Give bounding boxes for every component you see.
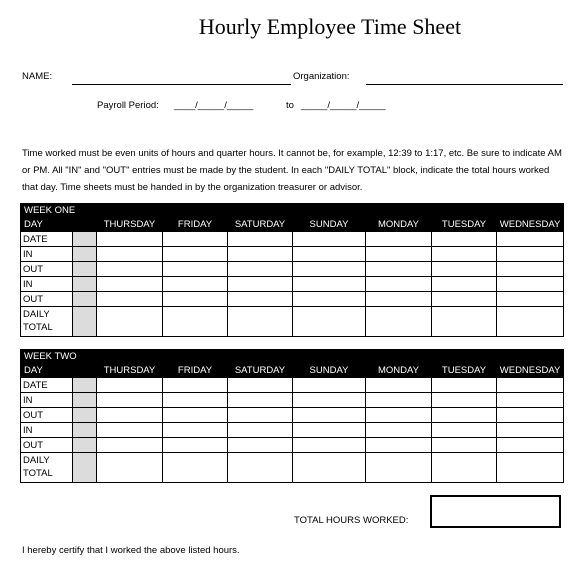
gray-cell — [73, 378, 97, 393]
total-label: TOTAL — [23, 322, 53, 333]
time-cell[interactable] — [497, 277, 564, 292]
day-header-saturday: SATURDAY — [228, 217, 293, 232]
time-cell[interactable] — [163, 408, 228, 423]
time-cell[interactable] — [228, 277, 293, 292]
gray-cell — [73, 408, 97, 423]
week-one-table — [20, 203, 564, 337]
gray-cell — [73, 292, 97, 307]
out-row-label: OUT — [21, 292, 73, 307]
daily-label: DAILY — [23, 455, 50, 466]
instructions-text: Time worked must be even units of hours and quarter hours. It cannot be, for example, 12:39 to 1:17, etc. Be sure to indicate AM or PM. All "IN" and "OUT" entries must be made by the student. In each "DAILY TOTAL" block, indicate the total hours worked that day. Time sheets must be handed in by the organization treasurer or advisor. — [22, 148, 562, 193]
time-cell[interactable] — [97, 393, 163, 408]
payroll-start-field[interactable]: ____/_____/_____ — [174, 100, 254, 111]
date-cell[interactable] — [366, 378, 432, 393]
time-cell[interactable] — [497, 423, 564, 438]
in-row-label: IN — [21, 393, 73, 408]
date-cell[interactable] — [432, 232, 497, 247]
time-cell[interactable] — [293, 277, 366, 292]
date-cell[interactable] — [228, 232, 293, 247]
daily-total-cell[interactable] — [432, 307, 497, 337]
payroll-period-label: Payroll Period: — [97, 100, 159, 111]
time-cell[interactable] — [293, 247, 366, 262]
gray-cell — [73, 307, 97, 337]
daily-total-cell[interactable] — [366, 307, 432, 337]
time-cell[interactable] — [293, 262, 366, 277]
daily-total-cell[interactable] — [97, 453, 163, 483]
date-row-label: DATE — [21, 378, 73, 393]
day-header-friday: FRIDAY — [163, 363, 228, 378]
date-cell[interactable] — [97, 232, 163, 247]
day-header-wednesday: WEDNESDAY — [497, 363, 564, 378]
day-header-saturday: SATURDAY — [228, 363, 293, 378]
out-row-label: OUT — [21, 262, 73, 277]
day-header-tuesday: TUESDAY — [432, 363, 497, 378]
date-cell[interactable] — [163, 378, 228, 393]
time-cell[interactable] — [366, 393, 432, 408]
date-cell[interactable] — [432, 378, 497, 393]
day-header-sunday: SUNDAY — [293, 217, 366, 232]
time-cell[interactable] — [97, 262, 163, 277]
time-cell[interactable] — [432, 438, 497, 453]
daily-total-cell[interactable] — [97, 307, 163, 337]
daily-total-cell[interactable] — [163, 453, 228, 483]
out-row-label: OUT — [21, 438, 73, 453]
name-field[interactable] — [72, 84, 291, 85]
time-cell[interactable] — [228, 247, 293, 262]
time-cell[interactable] — [497, 393, 564, 408]
time-cell[interactable] — [432, 277, 497, 292]
time-cell[interactable] — [497, 247, 564, 262]
time-cell[interactable] — [97, 423, 163, 438]
day-header-thursday: THURSDAY — [97, 217, 163, 232]
time-cell[interactable] — [432, 393, 497, 408]
time-cell[interactable] — [163, 438, 228, 453]
total-label: TOTAL — [23, 468, 53, 479]
time-cell[interactable] — [97, 247, 163, 262]
day-header-monday: MONDAY — [366, 363, 432, 378]
total-hours-field[interactable] — [430, 495, 561, 528]
week-one-label: WEEK ONE — [21, 204, 564, 217]
gray-cell — [73, 423, 97, 438]
time-cell[interactable] — [497, 292, 564, 307]
gray-cell — [73, 438, 97, 453]
time-cell[interactable] — [163, 423, 228, 438]
daily-label: DAILY — [23, 309, 50, 320]
gray-cell — [73, 262, 97, 277]
day-header-wednesday: WEDNESDAY — [497, 217, 564, 232]
time-cell[interactable] — [293, 393, 366, 408]
time-cell[interactable] — [228, 262, 293, 277]
day-header-tuesday: TUESDAY — [432, 217, 497, 232]
day-header-monday: MONDAY — [366, 217, 432, 232]
daily-total-cell[interactable] — [228, 307, 293, 337]
time-cell[interactable] — [228, 423, 293, 438]
time-cell[interactable] — [366, 408, 432, 423]
day-row-label: DAY — [21, 363, 97, 378]
gray-cell — [73, 247, 97, 262]
daily-total-row-label — [21, 453, 73, 483]
time-cell[interactable] — [366, 438, 432, 453]
in-row-label: IN — [21, 277, 73, 292]
time-cell[interactable] — [432, 292, 497, 307]
page-title: Hourly Employee Time Sheet — [198, 14, 462, 39]
organization-label: Organization: — [293, 71, 350, 82]
in-row-label: IN — [21, 423, 73, 438]
time-cell[interactable] — [432, 408, 497, 423]
time-cell[interactable] — [366, 423, 432, 438]
week-two-label: WEEK TWO — [21, 350, 564, 363]
day-header-friday: FRIDAY — [163, 217, 228, 232]
time-cell[interactable] — [163, 262, 228, 277]
daily-total-cell[interactable] — [366, 453, 432, 483]
date-cell[interactable] — [97, 378, 163, 393]
date-cell[interactable] — [228, 378, 293, 393]
daily-total-cell[interactable] — [293, 453, 366, 483]
organization-field[interactable] — [366, 84, 563, 85]
day-header-thursday: THURSDAY — [97, 363, 163, 378]
gray-cell — [73, 232, 97, 247]
time-cell[interactable] — [366, 277, 432, 292]
date-cell[interactable] — [163, 232, 228, 247]
time-cell[interactable] — [366, 262, 432, 277]
name-label: NAME: — [22, 71, 53, 82]
time-cell[interactable] — [293, 438, 366, 453]
time-cell[interactable] — [432, 262, 497, 277]
date-cell[interactable] — [293, 378, 366, 393]
daily-total-cell[interactable] — [228, 453, 293, 483]
time-cell[interactable] — [293, 292, 366, 307]
time-cell[interactable] — [163, 393, 228, 408]
time-cell[interactable] — [163, 277, 228, 292]
time-cell[interactable] — [228, 438, 293, 453]
time-cell[interactable] — [97, 438, 163, 453]
time-cell[interactable] — [366, 292, 432, 307]
daily-total-cell[interactable] — [163, 307, 228, 337]
date-cell[interactable] — [366, 232, 432, 247]
time-cell[interactable] — [97, 292, 163, 307]
daily-total-row-label — [21, 307, 73, 337]
time-cell[interactable] — [497, 438, 564, 453]
total-hours-label: TOTAL HOURS WORKED: — [294, 515, 409, 526]
time-cell[interactable] — [163, 247, 228, 262]
gray-cell — [73, 453, 97, 483]
time-cell[interactable] — [432, 247, 497, 262]
out-row-label: OUT — [21, 408, 73, 423]
time-cell[interactable] — [97, 408, 163, 423]
week-two-table — [20, 349, 564, 483]
date-cell[interactable] — [497, 378, 564, 393]
time-cell[interactable] — [228, 292, 293, 307]
time-cell[interactable] — [366, 247, 432, 262]
daily-total-cell[interactable] — [497, 453, 564, 483]
payroll-to-label: to — [286, 100, 294, 111]
gray-cell — [73, 277, 97, 292]
time-cell[interactable] — [228, 408, 293, 423]
time-cell[interactable] — [97, 277, 163, 292]
daily-total-cell[interactable] — [293, 307, 366, 337]
gray-cell — [73, 393, 97, 408]
certification-text: I hereby certify that I worked the above listed hours. — [22, 545, 240, 556]
time-cell[interactable] — [497, 408, 564, 423]
day-row-label: DAY — [21, 217, 97, 232]
date-cell[interactable] — [497, 232, 564, 247]
time-cell[interactable] — [163, 292, 228, 307]
time-cell[interactable] — [293, 423, 366, 438]
in-row-label: IN — [21, 247, 73, 262]
time-cell[interactable] — [497, 262, 564, 277]
time-cell[interactable] — [432, 423, 497, 438]
day-header-sunday: SUNDAY — [293, 363, 366, 378]
date-row-label: DATE — [21, 232, 73, 247]
daily-total-cell[interactable] — [432, 453, 497, 483]
payroll-end-field[interactable]: _____/_____/_____ — [301, 100, 386, 111]
date-cell[interactable] — [293, 232, 366, 247]
time-cell[interactable] — [293, 408, 366, 423]
time-cell[interactable] — [228, 393, 293, 408]
daily-total-cell[interactable] — [497, 307, 564, 337]
